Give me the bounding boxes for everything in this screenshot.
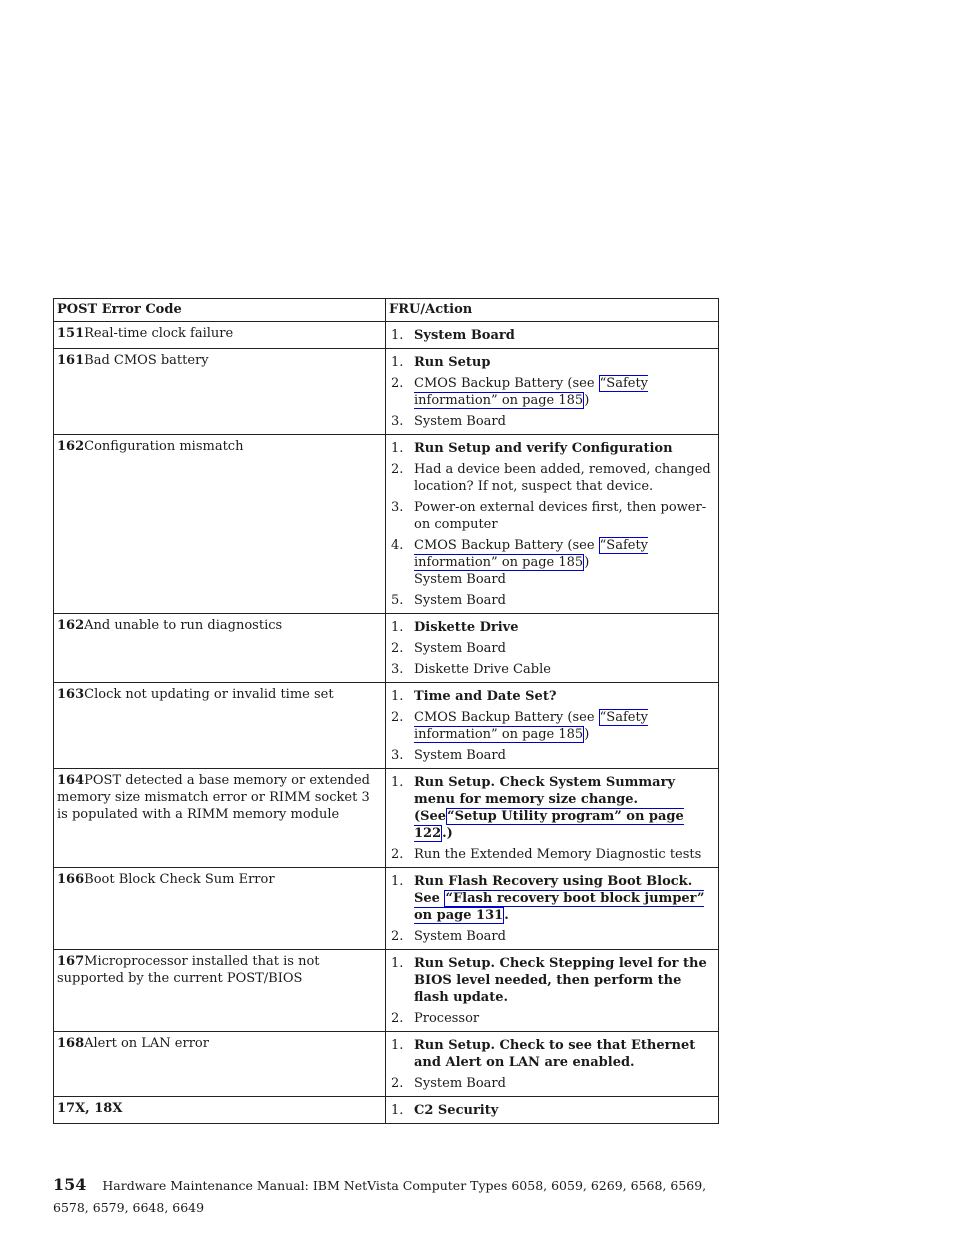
error-code: 162	[57, 439, 85, 454]
action-text: Run Setup and verify Configuration	[414, 441, 673, 456]
error-description: Configuration mismatch	[84, 439, 244, 454]
action-item	[389, 747, 715, 764]
action-text-block	[414, 1075, 715, 1092]
action-text-suffix: .	[504, 908, 509, 923]
action-number: 2.	[391, 1011, 404, 1026]
action-number: 1.	[391, 355, 404, 370]
action-number: 1.	[391, 328, 404, 343]
action-item	[389, 774, 715, 842]
table-row	[54, 435, 719, 614]
action-text-block	[414, 928, 715, 945]
column-header-fru-action: FRU/Action	[386, 299, 719, 322]
cross-reference-link[interactable]: “Safety information” on page 185	[414, 538, 649, 570]
action-list	[389, 327, 715, 344]
action-text: Run Setup. Check System Summary menu for memory size change. (See	[414, 775, 676, 824]
action-number: 3.	[391, 414, 404, 429]
table-header-row	[54, 299, 719, 322]
action-number: 1.	[391, 956, 404, 971]
error-code-cell	[54, 322, 386, 349]
action-number: 1.	[391, 775, 404, 790]
action-number: 4.	[391, 538, 404, 553]
fru-action-cell	[386, 683, 719, 769]
action-list	[389, 955, 715, 1027]
action-text-block	[414, 688, 715, 705]
error-description: Boot Block Check Sum Error	[84, 872, 275, 887]
fru-action-cell	[386, 322, 719, 349]
action-text-suffix: )	[584, 555, 590, 570]
action-text-block	[414, 619, 715, 636]
action-text: Power-on external devices first, then power-on computer	[414, 500, 707, 532]
action-text: C2 Security	[414, 1103, 499, 1118]
action-text-block	[414, 375, 715, 409]
fru-action-cell	[386, 349, 719, 435]
action-text-suffix: )	[584, 727, 590, 742]
table-row	[54, 950, 719, 1032]
action-text: CMOS Backup Battery (see	[414, 538, 599, 553]
action-number: 1.	[391, 620, 404, 635]
action-text-block	[414, 1037, 715, 1071]
action-number: 1.	[391, 1103, 404, 1118]
error-description: And unable to run diagnostics	[84, 618, 283, 633]
error-code: 162	[57, 618, 85, 633]
action-text: Run Flash Recovery using Boot Block. See	[414, 874, 693, 906]
error-code: 17X, 18X	[57, 1101, 123, 1116]
table-row	[54, 1097, 719, 1124]
action-text: Run Setup. Check to see that Ethernet and Alert on LAN are enabled.	[414, 1038, 696, 1070]
action-number: 1.	[391, 441, 404, 456]
action-number: 2.	[391, 1076, 404, 1091]
action-text: System Board	[414, 328, 515, 343]
action-text: Processor	[414, 1011, 480, 1026]
table-row	[54, 322, 719, 349]
error-description: Clock not updating or invalid time set	[84, 687, 334, 702]
action-text: System Board	[414, 929, 506, 944]
action-text-block	[414, 709, 715, 743]
action-item	[389, 327, 715, 344]
table-row	[54, 868, 719, 950]
action-item	[389, 1102, 715, 1119]
action-item	[389, 537, 715, 588]
error-description: Alert on LAN error	[84, 1036, 209, 1051]
action-item	[389, 375, 715, 409]
action-text-block	[414, 747, 715, 764]
action-item	[389, 440, 715, 457]
error-description: Bad CMOS battery	[84, 353, 209, 368]
action-item	[389, 873, 715, 924]
action-list	[389, 1037, 715, 1092]
action-list	[389, 619, 715, 678]
action-number: 2.	[391, 929, 404, 944]
action-list	[389, 688, 715, 764]
action-number: 2.	[391, 710, 404, 725]
error-code-cell	[54, 868, 386, 950]
cross-reference-link[interactable]: “Safety information” on page 185	[414, 376, 649, 408]
action-text-block	[414, 955, 715, 1006]
action-extra-line: System Board	[414, 572, 506, 587]
action-text-block	[414, 461, 715, 495]
error-code-cell	[54, 1032, 386, 1097]
table-row	[54, 683, 719, 769]
page-number: 154	[53, 1175, 87, 1194]
footer-text: Hardware Maintenance Manual: IBM NetVista Computer Types 6058, 6059, 6269, 6568, 6569, 6578, 6579, 6648, 6649	[53, 1178, 707, 1215]
action-item	[389, 661, 715, 678]
action-item	[389, 955, 715, 1006]
table-row	[54, 769, 719, 868]
error-description: Microprocessor installed that is not supported by the current POST/BIOS	[57, 954, 320, 986]
action-text-block	[414, 640, 715, 657]
action-item	[389, 846, 715, 863]
action-text-block	[414, 413, 715, 430]
action-text: System Board	[414, 414, 506, 429]
action-text: CMOS Backup Battery (see	[414, 376, 599, 391]
cross-reference-link[interactable]: “Safety information” on page 185	[414, 710, 649, 742]
action-text-block	[414, 592, 715, 609]
error-code-cell	[54, 769, 386, 868]
table-row	[54, 614, 719, 683]
error-code-cell	[54, 683, 386, 769]
error-code: 166	[57, 872, 85, 887]
action-list	[389, 873, 715, 945]
action-number: 3.	[391, 500, 404, 515]
action-text-block	[414, 499, 715, 533]
page-footer	[53, 1174, 733, 1219]
action-item	[389, 619, 715, 636]
action-text: System Board	[414, 748, 506, 763]
action-item	[389, 709, 715, 743]
error-code-cell	[54, 950, 386, 1032]
cross-reference-link[interactable]: “Setup Utility program” on page 122	[414, 809, 684, 841]
action-text-block	[414, 774, 715, 842]
action-item	[389, 640, 715, 657]
post-error-table	[53, 298, 719, 1124]
action-text: Run the Extended Memory Diagnostic tests	[414, 847, 702, 862]
action-number: 2.	[391, 462, 404, 477]
error-code: 164	[57, 773, 85, 788]
fru-action-cell	[386, 614, 719, 683]
action-text: Time and Date Set?	[414, 689, 557, 704]
action-text: System Board	[414, 641, 506, 656]
table-body	[54, 322, 719, 1124]
action-list	[389, 440, 715, 609]
fru-action-cell	[386, 769, 719, 868]
error-description: POST detected a base memory or extended memory size mismatch error or RIMM socket 3 is populated with a RIMM memory module	[57, 773, 370, 822]
action-text-suffix: )	[584, 393, 590, 408]
action-item	[389, 592, 715, 609]
action-text: Diskette Drive Cable	[414, 662, 551, 677]
action-item	[389, 1010, 715, 1027]
error-code-cell	[54, 349, 386, 435]
action-item	[389, 688, 715, 705]
cross-reference-link[interactable]: “Flash recovery boot block jumper” on page 131	[414, 891, 705, 923]
fru-action-cell	[386, 435, 719, 614]
action-text-block	[414, 846, 715, 863]
action-number: 5.	[391, 593, 404, 608]
error-code: 161	[57, 353, 85, 368]
action-text-block	[414, 873, 715, 924]
action-text: Had a device been added, removed, changed location? If not, suspect that device.	[414, 462, 711, 494]
error-code-cell	[54, 614, 386, 683]
action-item	[389, 499, 715, 533]
error-code: 163	[57, 687, 85, 702]
action-text-block	[414, 1010, 715, 1027]
action-list	[389, 1102, 715, 1119]
fru-action-cell	[386, 950, 719, 1032]
error-code: 151	[57, 326, 85, 341]
action-number: 3.	[391, 662, 404, 677]
table-row	[54, 1032, 719, 1097]
action-text: Diskette Drive	[414, 620, 519, 635]
action-text-block	[414, 354, 715, 371]
action-text-block	[414, 661, 715, 678]
action-number: 1.	[391, 689, 404, 704]
action-item	[389, 461, 715, 495]
action-text-block	[414, 327, 715, 344]
fru-action-cell	[386, 868, 719, 950]
error-code-cell	[54, 1097, 386, 1124]
action-list	[389, 774, 715, 863]
action-number: 2.	[391, 847, 404, 862]
action-number: 1.	[391, 874, 404, 889]
action-text-suffix: .)	[442, 826, 453, 841]
table-row	[54, 349, 719, 435]
error-code: 168	[57, 1036, 85, 1051]
action-item	[389, 413, 715, 430]
action-number: 2.	[391, 641, 404, 656]
action-text: Run Setup	[414, 355, 491, 370]
action-text: Run Setup. Check Stepping level for the BIOS level needed, then perform the flash update.	[414, 956, 707, 1005]
action-number: 3.	[391, 748, 404, 763]
fru-action-cell	[386, 1032, 719, 1097]
fru-action-cell	[386, 1097, 719, 1124]
action-number: 2.	[391, 376, 404, 391]
action-text-block	[414, 1102, 715, 1119]
action-list	[389, 354, 715, 430]
action-item	[389, 354, 715, 371]
error-description: Real-time clock failure	[84, 326, 234, 341]
error-code: 167	[57, 954, 85, 969]
action-text: System Board	[414, 593, 506, 608]
action-text: CMOS Backup Battery (see	[414, 710, 599, 725]
action-number: 1.	[391, 1038, 404, 1053]
error-code-cell	[54, 435, 386, 614]
action-text-block	[414, 440, 715, 457]
column-header-post-error-code: POST Error Code	[54, 299, 386, 322]
action-item	[389, 928, 715, 945]
action-item	[389, 1075, 715, 1092]
action-text-block	[414, 537, 715, 588]
action-item	[389, 1037, 715, 1071]
action-text: System Board	[414, 1076, 506, 1091]
